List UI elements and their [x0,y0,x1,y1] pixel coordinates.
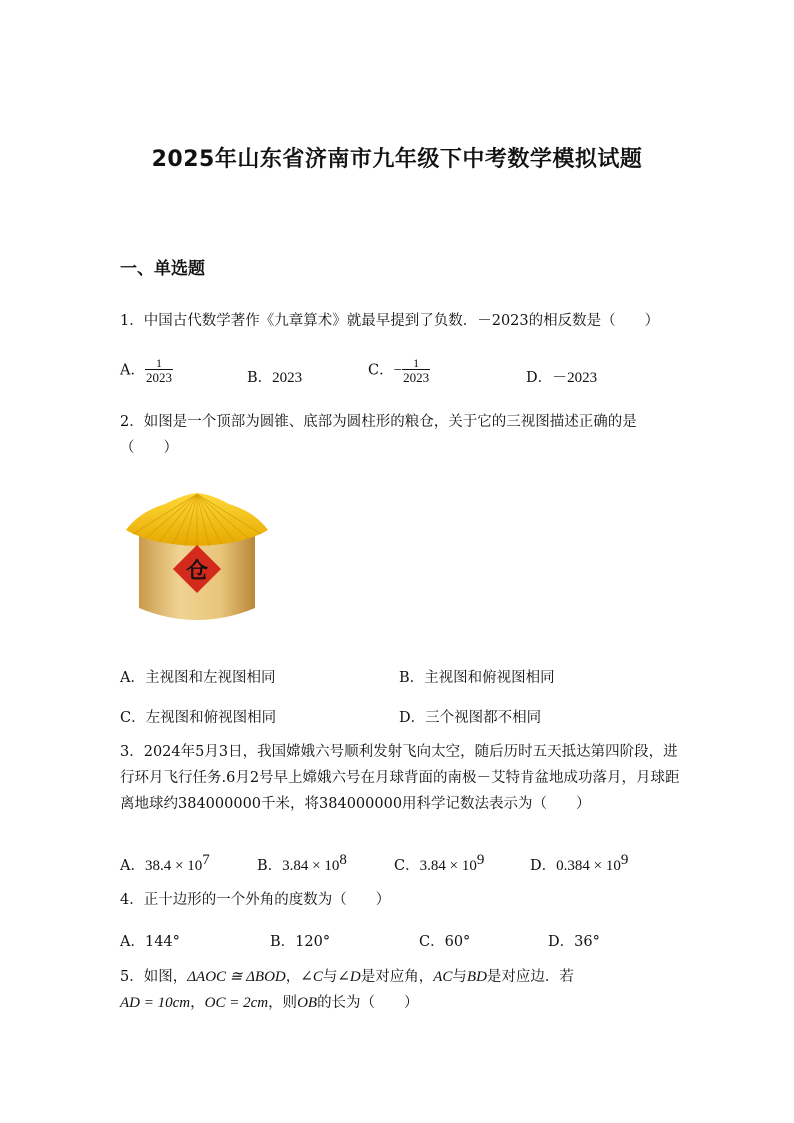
seal-char: 仓 [185,559,209,584]
question-4-stem: 4．正十边形的一个外角的度数为（ ） [120,892,391,908]
question-4-option-b: B．120° [270,934,331,950]
page-title: 2025年山东省济南市九年级下中考数学模拟试题 [151,147,643,172]
fraction-denominator: 2023 [145,370,172,385]
minus-sign: − [393,362,403,379]
q5-text: ， [190,995,205,1011]
question-3-option-d [530,852,628,875]
question-3-option-b [257,852,347,875]
q5-side-bd: BD [466,969,487,985]
fraction [402,357,430,384]
option-label: D． [530,857,557,874]
question-3-stem: 3．2024年5月3日，我国嫦娥六号顺利发射飞向太空，随后历时五天抵达第四阶段，进行环月飞行任务.6月2号早上嫦娥六号在月球背面的南极－艾特肯盆地成功落月，月球距离地球约384000000千米，将384000000用科学记数法表示为（ ） [120,744,680,812]
q5-text: 5．如图， [120,969,188,985]
option-value: 3.84 × 10 [419,857,477,874]
question-2-option-a: A．主视图和左视图相同 [120,670,276,686]
option-label: B． [247,370,273,386]
question-5-stem [120,964,680,1016]
granary-image [125,490,270,625]
q5-oc: OC = 2cm [204,995,269,1011]
option-label: D． [526,370,553,386]
option-label: C． [368,362,394,379]
question-2-stem: 2．如图是一个顶部为圆锥、底部为圆柱形的粮仓，关于它的三视图描述正确的是（ ） [120,414,637,456]
question-3-option-c [394,852,484,875]
q5-ad: AD = 10cm [120,995,191,1011]
question-1-option-b [247,366,302,387]
fraction-denominator: 2023 [403,370,430,385]
question-3-option-a [120,852,210,875]
option-label: A． [120,857,145,874]
question-4-option-d: D．36° [548,934,600,950]
option-label: C． [394,857,420,874]
question-1-option-c [368,357,430,384]
q5-text: ， [285,969,301,985]
q5-text: 与 [322,969,338,985]
option-value: 3.84 × 10 [282,857,340,874]
q5-text: 是对应边．若 [486,969,574,985]
option-value: 38.4 × 10 [144,857,203,874]
option-value: －2023 [552,370,598,386]
question-2-option-d: D．三个视图都不相同 [399,710,542,726]
q5-text: ，则 [268,995,298,1011]
fraction-numerator: 1 [155,356,162,370]
q5-ob: OB [297,995,318,1011]
q5-side-ac: AC [433,969,453,985]
exponent: 8 [339,852,347,868]
q5-congruence: ΔAOC ≅ ΔBOD [187,969,286,985]
option-label: A． [120,362,145,379]
question-1-option-a [120,357,173,384]
section-heading: 一、单选题 [120,259,205,279]
option-label: B． [257,857,283,874]
exponent: 7 [202,852,210,868]
question-2-option-b: B．主视图和俯视图相同 [399,670,555,686]
q5-text: 是对应角， [360,969,434,985]
fraction-numerator: 1 [413,356,420,370]
question-4-option-a: A．144° [120,934,180,950]
exponent: 9 [476,852,485,868]
exponent: 9 [620,852,629,868]
q5-angle-d: ∠D [337,969,361,985]
q5-text: 与 [452,969,467,985]
q5-text: 的长为（ ） [317,995,419,1011]
option-value: 2023 [272,370,303,386]
option-value: 0.384 × 10 [556,857,621,874]
fraction [145,357,173,384]
question-1-stem: 1．中国古代数学著作《九章算术》就最早提到了负数．－2023的相反数是（ ） [120,313,660,329]
question-2-option-c: C．左视图和俯视图相同 [120,710,277,726]
question-1-option-d [526,366,597,387]
q5-angle-c: ∠C [300,969,323,985]
question-4-option-c: C．60° [419,934,471,950]
